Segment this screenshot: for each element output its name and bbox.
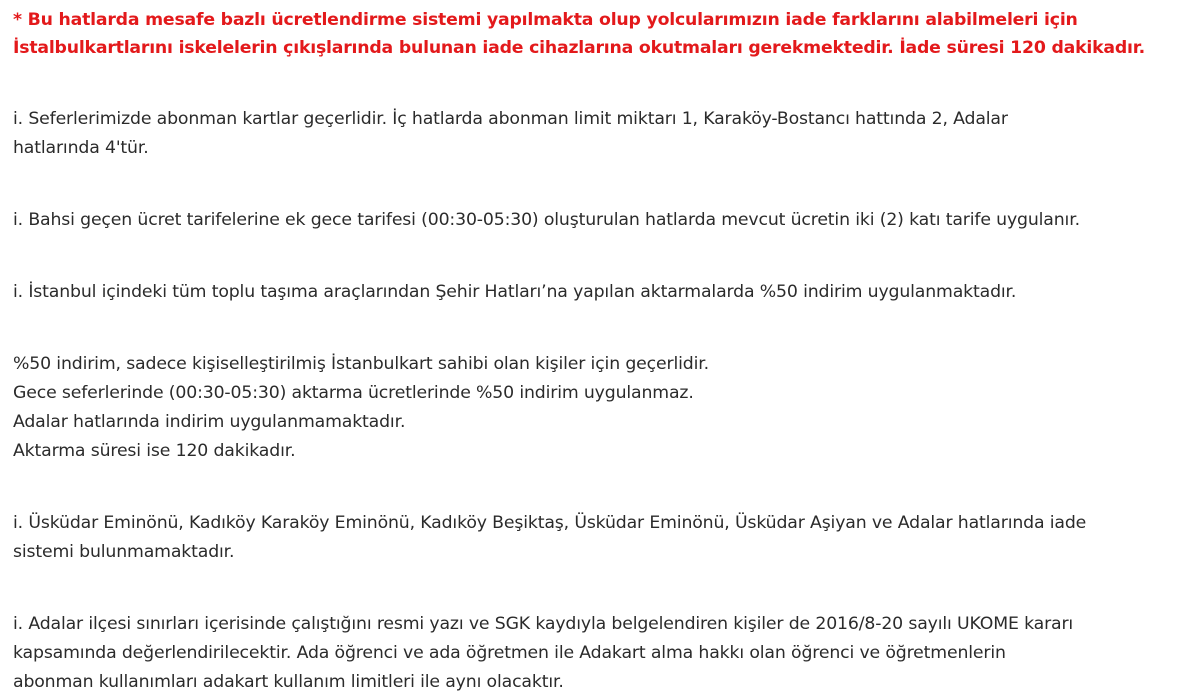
paragraph-line: Aktarma süresi ise 120 dakikadır. bbox=[13, 441, 296, 461]
no-refund-lines-paragraph bbox=[13, 509, 1195, 567]
paragraph-line: kapsamında değerlendirilecektir. Ada öğrenci ve ada öğretmen ile Adakart alma hakkı olan öğrenci ve öğretmenlerin bbox=[13, 643, 1006, 663]
refund-warning bbox=[13, 6, 1195, 62]
paragraph-line: i. Seferlerimizde abonman kartlar geçerlidir. İç hatlarda abonman limit miktarı 1, Karaköy-Bostancı hattında 2, Adalar bbox=[13, 109, 1008, 129]
paragraph-line: abonman kullanımları adakart kullanım limitleri ile aynı olacaktır. bbox=[13, 672, 564, 692]
transfer-discount-paragraph bbox=[13, 278, 1195, 307]
night-tariff-paragraph bbox=[13, 206, 1195, 235]
subscription-card-paragraph bbox=[13, 105, 1195, 163]
discount-conditions-paragraph bbox=[13, 350, 1195, 466]
warning-line: İstalbulkartlarını iskelelerin çıkışlarında bulunan iade cihazlarına okutmaları gerekmektedir. İade süresi 120 dakikadır. bbox=[13, 38, 1145, 58]
paragraph-line: i. İstanbul içindeki tüm toplu taşıma araçlarından Şehir Hatları’na yapılan aktarmalarda %50 indirim uygulanmaktadır. bbox=[13, 282, 1017, 302]
paragraph-line: %50 indirim, sadece kişiselleştirilmiş İstanbulkart sahibi olan kişiler için geçerlidir. bbox=[13, 354, 709, 374]
adalar-residents-paragraph bbox=[13, 610, 1195, 697]
paragraph-line: i. Bahsi geçen ücret tarifelerine ek gece tarifesi (00:30-05:30) oluşturulan hatlarda mevcut ücretin iki (2) katı tarife uygulanır. bbox=[13, 210, 1080, 230]
warning-line: * Bu hatlarda mesafe bazlı ücretlendirme sistemi yapılmakta olup yolcularımızın iade farklarını alabilmeleri için bbox=[13, 10, 1078, 30]
paragraph-line: Gece seferlerinde (00:30-05:30) aktarma ücretlerinde %50 indirim uygulanmaz. bbox=[13, 383, 694, 403]
paragraph-line: sistemi bulunmamaktadır. bbox=[13, 542, 235, 562]
paragraph-line: Adalar hatlarında indirim uygulanmamaktadır. bbox=[13, 412, 406, 432]
tariff-info-content bbox=[13, 6, 1195, 697]
paragraph-line: i. Adalar ilçesi sınırları içerisinde çalıştığını resmi yazı ve SGK kaydıyla belgelendiren kişiler de 2016/8-20 sayılı UKOME kararı bbox=[13, 614, 1074, 634]
paragraph-line: hatlarında 4'tür. bbox=[13, 138, 149, 158]
paragraph-line: i. Üsküdar Eminönü, Kadıköy Karaköy Eminönü, Kadıköy Beşiktaş, Üsküdar Eminönü, Üsküdar Aşiyan ve Adalar hatlarında iade bbox=[13, 513, 1087, 533]
